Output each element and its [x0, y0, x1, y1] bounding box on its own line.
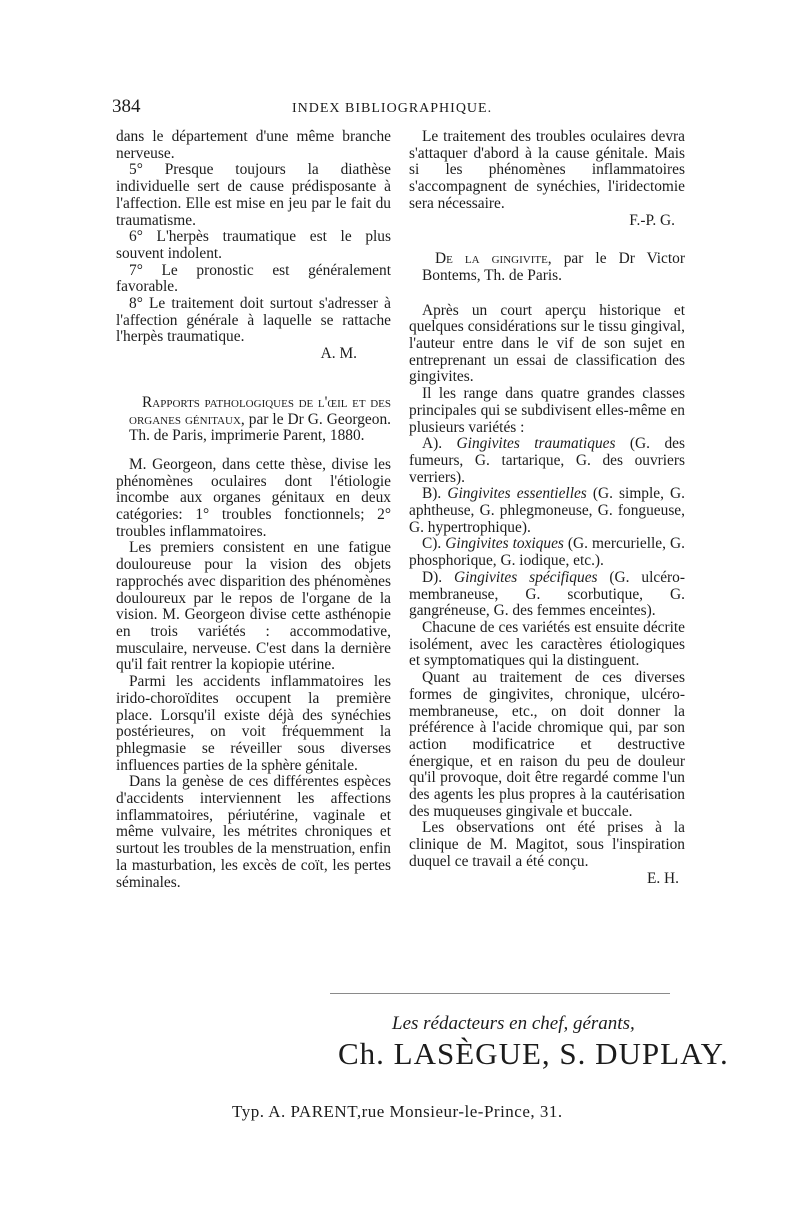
editor-names: Ch. LASÈGUE, S. DUPLAY.: [338, 1036, 729, 1071]
item-name: Gingivites traumatiques: [456, 435, 616, 453]
paragraph: Après un court aperçu historique et quelques considérations sur le tissu gingival, l'auteur entre dans le vif de son sujet en entreprenant un essai de classification des gingivites.: [409, 301, 685, 386]
item-label: B).: [422, 485, 442, 503]
page-number: 384: [112, 96, 141, 117]
editors-line: Les rédacteurs en chef, gérants,: [392, 1013, 635, 1034]
right-column: [409, 129, 685, 887]
item-text: (G. ulcéro-membraneuse, G. scorbutique, G. gangréneuse, G. des femmes enceintes).: [409, 568, 685, 620]
entry-heading: [409, 251, 685, 284]
divider: [330, 993, 670, 994]
signature: E. H.: [646, 869, 679, 887]
item-text: (G. mercurielle, G. phosphorique, G. iodique, etc.).: [409, 535, 685, 570]
paragraph: Les observations ont été prises à la clinique de M. Magitot, sous l'inspiration duquel ce travail a été conçu.: [409, 819, 685, 870]
paragraph: [116, 296, 391, 346]
paragraph: Chacune de ces variétés est ensuite décrite isolément, avec les caractères étiologiques et symptomatiques qui la distinguent.: [409, 618, 685, 670]
classification-item: [409, 570, 685, 620]
classification-item: [409, 536, 685, 569]
item-name: Gingivites spécifiques: [453, 568, 598, 586]
entry-meta: par le Dr Victor Bontems, Th. de Paris.: [422, 250, 685, 284]
paragraph: Quant au traitement de ces diverses formes de gingivites, chronique, ulcéro-membraneuse, etc., on doit donner la préférence à l'acide chromique qui, par son action modificatrice et destructive énergique, et en raison du peu de douleur qu'il provoque, doit être regardé comme l'un des agents les plus propres à la cautérisation des muqueuses gingivale et buccale.: [409, 669, 685, 820]
classification-item: [409, 436, 685, 486]
paragraph: Dans la genèse de ces différentes espèces d'accidents interviennent les affections inflammatoires, périutérine, vaginale et même vulvaire, les métrites chroniques et surtout les troubles de la menstruation, enfin la masturbation, les excès de coït, les pertes séminales.: [116, 773, 391, 891]
left-column: [116, 129, 391, 891]
paragraph: 5° Presque toujours la diathèse individuelle sert de cause prédisposante à l'affection. Elle est mise en jeu par le fait du traumatisme.: [116, 161, 391, 229]
paragraph-text: 8° Le traitement doit surtout s'adresser à l'affection générale à laquelle se rattache l'herpès traumatique.: [116, 295, 391, 346]
paragraph: Les premiers consistent en une fatigue douloureuse pour la vision des objets rapprochés avec disparition des phénomènes douloureux par le repos de l'organe de la vision. M. Georgeon divise cette asthénopie en trois variétés : accommodative, musculaire, nerveuse. C'est dans la dernière qu'il fait rentrer la kopiopie utérine.: [116, 539, 391, 674]
entry-title: Rapports pathologiques de l'œil et des organes génitaux,: [129, 393, 391, 428]
signature: F.-P. G.: [629, 211, 675, 229]
item-text: (G. simple, G. aphtheuse, G. phlegmoneuse, G. fongueuse, G. hypertrophique).: [409, 485, 685, 536]
classification-item: [409, 486, 685, 536]
paragraph: M. Georgeon, dans cette thèse, divise les phénomènes oculaires dont l'étiologie incombe aux organes génitaux en deux catégories: 1° troubles fonctionnels; 2° troubles inflammatoires.: [116, 455, 391, 540]
paragraph: dans le département d'une même branche nerveuse.: [116, 128, 391, 162]
paragraph: Le traitement des troubles oculaires devra s'attaquer d'abord à la cause génitale. Mais si les phénomènes inflammatoires s'accompagnent de synéchies, l'iridectomie sera nécessaire.: [409, 128, 685, 212]
paragraph: Parmi les accidents inflammatoires les irido-choroïdites occupent la première place. Lorsqu'il existe déjà des synéchies postérieures, on voit fréquemment la phlegmasie se réveiller sous diverses influences parties de la sphère génitale.: [116, 673, 391, 774]
entry-heading: [116, 395, 391, 445]
item-label: A).: [422, 435, 443, 453]
signature: A. M.: [320, 345, 357, 363]
printer-imprint: Typ. A. PARENT,rue Monsieur-le-Prince, 31.: [232, 1102, 563, 1121]
paragraph: 7° Le pronostic est généralement favorable.: [116, 261, 391, 296]
item-name: Gingivites essentielles: [447, 485, 587, 503]
item-name: Gingivites toxiques: [445, 535, 564, 553]
entry-title: De la gingivite,: [435, 250, 552, 268]
paragraph: 6° L'herpès traumatique est le plus souvent indolent.: [116, 228, 391, 262]
paragraph: Il les range dans quatre grandes classes principales qui se subdivisent elles-même en plusieurs variétés :: [409, 385, 685, 436]
item-text: (G. des fumeurs, G. tartarique, G. des ouvriers verriers).: [409, 435, 685, 486]
item-label: C).: [422, 535, 442, 553]
entry-meta: par le Dr G. Georgeon. Th. de Paris, imprimerie Parent, 1880.: [129, 410, 391, 445]
running-head: INDEX BIBLIOGRAPHIQUE.: [292, 101, 493, 116]
item-label: D).: [422, 568, 443, 586]
